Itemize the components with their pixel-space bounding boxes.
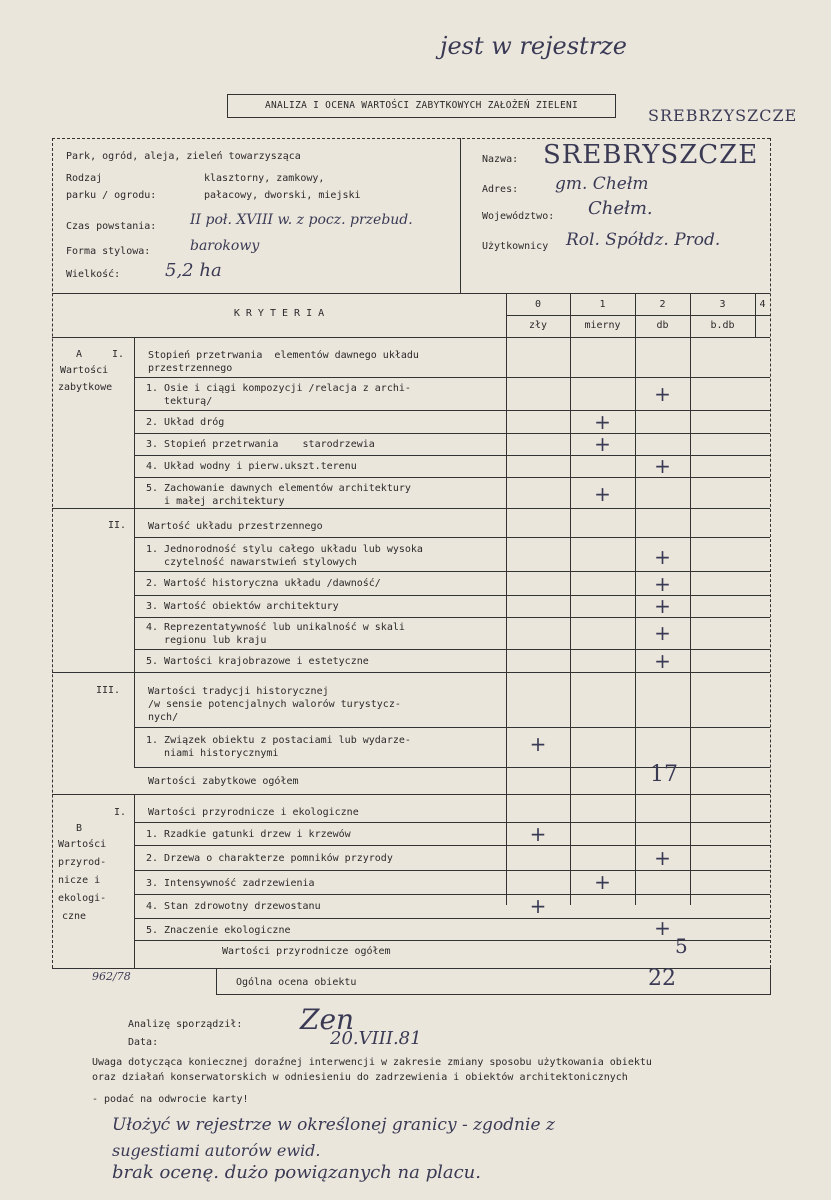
criterion-row: 3. Stopień przetrwania starodrzewia	[146, 439, 375, 450]
score-mark: +	[654, 621, 671, 645]
score-mark: +	[529, 894, 547, 918]
criterion-row: 4. Reprezentatywność lub unikalność w skali regionu lub kraju	[146, 622, 405, 646]
czas-value: II poł. XVIII w. z pocz. przebud.	[190, 212, 413, 228]
grade-2: db	[656, 320, 669, 331]
criterion-row: 2. Drzewa o charakterze pomników przyrody	[146, 853, 393, 864]
date-value: 20.VIII.81	[330, 1028, 422, 1049]
wielkosc-value: 5,2 ha	[165, 260, 222, 281]
wojewodztwo-label: Województwo:	[482, 211, 555, 222]
criterion-row: 1. Osie i ciągi kompozycji /relacja z archi- tekturą/	[146, 383, 411, 407]
forma-label: Forma stylowa:	[66, 246, 151, 257]
score-1: 1	[599, 299, 606, 310]
analiza-label: Analizę sporządził:	[128, 1019, 243, 1030]
section-a-title-2: zabytkowe	[58, 382, 113, 393]
score-mark: +	[654, 572, 671, 596]
section-a-roman-3: III.	[96, 685, 121, 696]
uwaga-line-2: oraz działań konserwatorskich w odniesieniu do zadrzewienia i obiektów architektonicznych	[92, 1072, 628, 1083]
section-a-roman-1: I.	[112, 349, 125, 360]
zabytkowe-total-value: 17	[650, 762, 678, 787]
section-b-title-3: nicze i	[58, 875, 101, 886]
rodzaj-values-1: klasztorny, zamkowy,	[204, 173, 325, 184]
data-label: Data:	[128, 1037, 159, 1048]
overall-label: Ogólna ocena obiektu	[236, 977, 357, 988]
signature: Zen	[300, 1003, 355, 1036]
section-a-roman-2: II.	[108, 520, 127, 531]
grade-3: b.db	[710, 320, 735, 331]
handwritten-note-2: sugestiami autorów ewid.	[112, 1141, 321, 1160]
czas-label: Czas powstania:	[66, 221, 157, 232]
nazwa-value: SREBRYSZCZE	[543, 140, 759, 170]
criterion-row: 1. Jednorodność stylu całego układu lub wysoka czytelność nawarstwień stylowych	[146, 544, 423, 568]
score-mark: +	[529, 732, 547, 756]
criterion-row: 1. Związek obiektu z postaciami lub wydarze- niami historycznymi	[146, 735, 411, 759]
section-b-letter: B	[76, 823, 83, 834]
form-title: ANALIZA I OCENA WARTOŚCI ZABYTKOWYCH ZAŁOŻEŃ ZIELENI	[264, 100, 578, 111]
left-border	[52, 138, 53, 968]
adres-value: gm. Chełm	[555, 174, 649, 194]
score-mark: +	[529, 822, 547, 846]
criterion-row: 5. Znaczenie ekologiczne	[146, 925, 291, 936]
kryteria-header: K R Y T E R I A	[233, 308, 325, 319]
registry-annotation: jest w rejestrze	[440, 32, 628, 60]
criterion-row: 5. Zachowanie dawnych elementów architektury i małej architektury	[146, 483, 411, 507]
score-mark: +	[594, 410, 611, 434]
uzytkownicy-label: Użytkownicy	[482, 241, 549, 252]
criterion-row: 3. Intensywność zadrzewienia	[146, 878, 315, 889]
wojewodztwo-value: Chełm.	[588, 198, 653, 219]
form-title-box	[227, 94, 616, 118]
score-2: 2	[659, 299, 666, 310]
score-0: 0	[534, 299, 542, 310]
rodzaj-label-2: parku / ogrodu:	[66, 190, 157, 201]
criterion-row: 3. Wartość obiektów architektury	[146, 601, 339, 612]
criterion-row: 4. Układ wodny i pierw.ukszt.terenu	[146, 461, 357, 472]
uzytkownicy-value: Rol. Spółdz. Prod.	[566, 230, 721, 250]
score-mark: +	[594, 432, 611, 456]
score-mark: +	[594, 482, 611, 506]
score-mark: +	[654, 846, 671, 870]
section-a-letter: A	[76, 349, 83, 360]
adres-label: Adres:	[482, 184, 519, 195]
header-divider	[460, 138, 461, 293]
criterion-row: 5. Wartości krajobrazowe i estetyczne	[146, 656, 369, 667]
section-b-title-5: czne	[62, 911, 87, 922]
section-b-title-1: Wartości	[58, 839, 107, 850]
score-mark: +	[654, 454, 671, 478]
handwritten-note-3: brak ocenę. dużo powiązanych na placu.	[112, 1162, 481, 1183]
nazwa-label: Nazwa:	[482, 154, 519, 165]
header-top-border	[52, 138, 770, 139]
overall-value: 22	[648, 966, 676, 991]
section-b-title-2: przyrod-	[58, 857, 107, 868]
group-title-1: Stopień przetrwania elementów dawnego układu przestrzennego	[148, 350, 419, 374]
przyrodnicze-total-label: Wartości przyrodnicze ogółem	[222, 946, 391, 957]
right-border	[770, 138, 771, 968]
forma-value: barokowy	[190, 238, 260, 254]
rodzaj-values-2: pałacowy, dworski, miejski	[204, 190, 361, 201]
group-title-2: Wartość układu przestrzennego	[148, 521, 323, 532]
score-mark: +	[654, 382, 671, 406]
zabytkowe-total-label: Wartości zabytkowe ogółem	[148, 776, 299, 787]
group-title-3: Wartości tradycji historycznej /w sensie potencjalnych walorów turystycz- nych/	[148, 686, 401, 723]
wielkosc-label: Wielkość:	[66, 269, 121, 280]
section-a-title-1: Wartości	[60, 365, 109, 376]
section-b-roman-1: I.	[114, 807, 127, 818]
criterion-row: 1. Rzadkie gatunki drzew i krzewów	[146, 829, 351, 840]
object-type-line: Park, ogród, aleja, zieleń towarzysząca	[66, 151, 301, 162]
score-mark: +	[654, 594, 671, 618]
grade-0: zły	[528, 320, 548, 331]
section-b-title-4: ekologi-	[58, 893, 107, 904]
score-3: 3	[719, 299, 726, 310]
przyrodnicze-total-value: 5	[675, 934, 688, 958]
uwaga-line-3: - podać na odwrocie karty!	[92, 1094, 249, 1105]
criterion-row: 2. Układ dróg	[146, 417, 225, 428]
criterion-row: 2. Wartość historyczna układu /dawność/	[146, 578, 381, 589]
group-title-b1: Wartości przyrodnicze i ekologiczne	[148, 807, 359, 818]
grade-1: mierny	[584, 320, 621, 331]
score-mark: +	[654, 649, 671, 673]
rodzaj-label: Rodzaj	[66, 173, 103, 184]
score-mark: +	[594, 870, 611, 894]
score-mark: +	[654, 916, 671, 940]
uwaga-line-1: Uwaga dotycząca koniecznej doraźnej interwencji w zakresie zmiany sposobu użytkowania obiektu	[92, 1057, 652, 1068]
score-4: 4	[759, 299, 766, 310]
handwritten-note-1: Ułożyć w rejestrze w określonej granicy - zgodnie z	[112, 1115, 555, 1135]
score-mark: +	[654, 545, 671, 569]
file-number: 962/78	[92, 970, 131, 983]
criterion-row: 4. Stan zdrowotny drzewostanu	[146, 901, 321, 912]
stamp-name: SREBRZYSZCZE	[648, 106, 798, 125]
